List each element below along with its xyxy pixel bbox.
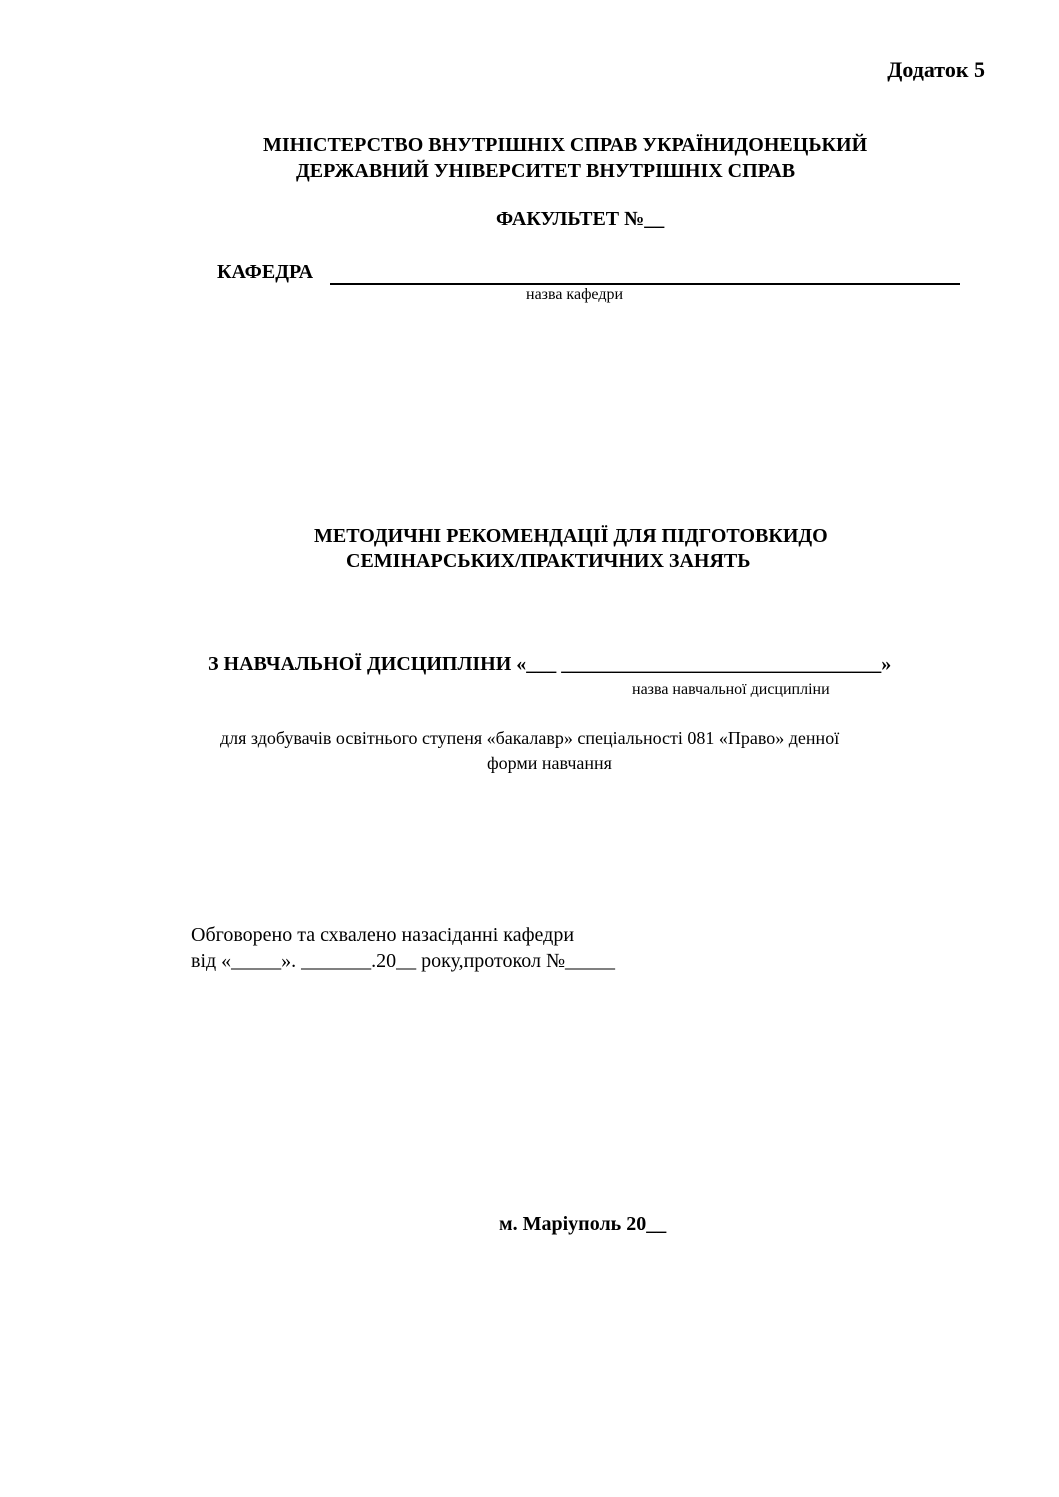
- city-year: м. Маріуполь 20__: [499, 1213, 667, 1235]
- approval-line-2: від «_____». _______.20__ року,протокол №_____: [191, 950, 616, 972]
- audience-line-1: для здобувачів освітнього ступеня «бакалавр» спеціальності 081 «Право» денної: [220, 728, 840, 748]
- discipline-label: З НАВЧАЛЬНОЇ ДИСЦИПЛІНИ «___ ________________________________»: [208, 653, 892, 675]
- audience-line-2: форми навчання: [487, 753, 612, 773]
- approval-line-1: Обговорено та схвалено назасіданні кафедри: [191, 924, 575, 946]
- discipline-caption: назва навчальної дисципліни: [632, 681, 830, 698]
- title-line-2: СЕМІНАРСЬКИХ/ПРАКТИЧНИХ ЗАНЯТЬ: [346, 550, 751, 572]
- faculty-line: ФАКУЛЬТЕТ №__: [496, 208, 665, 230]
- department-blank-line: [330, 283, 960, 285]
- title-line-1: МЕТОДИЧНІ РЕКОМЕНДАЦІЇ ДЛЯ ПІДГОТОВКИДО: [314, 525, 828, 547]
- appendix-label: Додаток 5: [887, 57, 985, 82]
- department-caption: назва кафедри: [526, 286, 624, 303]
- institution-line-2: ДЕРЖАВНИЙ УНІВЕРСИТЕТ ВНУТРІШНІХ СПРАВ: [296, 160, 796, 182]
- department-label: КАФЕДРА: [217, 261, 314, 283]
- institution-line-1: МІНІСТЕРСТВО ВНУТРІШНІХ СПРАВ УКРАЇНИДОНЕЦЬКИЙ: [263, 134, 868, 156]
